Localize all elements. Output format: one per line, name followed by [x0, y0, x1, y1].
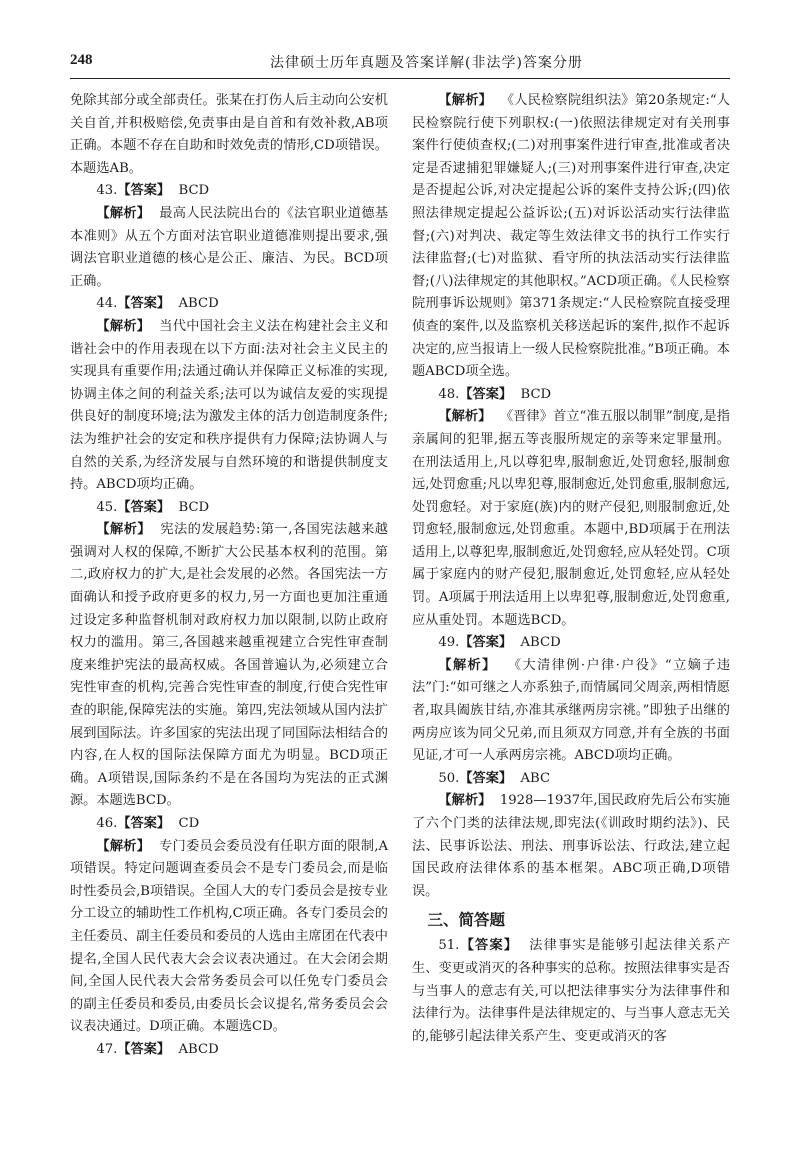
analysis-paragraph	[70, 316, 388, 497]
analysis-text: 法律事实是能够引起法律关系产生、变更或消灭的各种事实的总称。按照法律事实是否与当事人的意志有关,可以把法律事实分为法律事件和法律行为。法律事件是法律规定的、与当事人意志无关的,能够引起法律关系产生、变更或消灭的客	[412, 938, 731, 1044]
analysis-text: 《晋律》首立“准五服以制罪”制度,是指亲属间的犯罪,据五等丧服所规定的亲等来定罪量刑。在刑法适用上,凡以尊犯卑,服制愈近,处罚愈轻,服制愈远,处罚愈重;凡以卑犯尊,服制愈近,处罚愈重,服制愈远,处罚愈轻。对于家庭(族)内的财产侵犯,则服制愈近,处罚愈轻,服制愈远,处罚愈重。本题中,BD项属于在刑法适用上,以尊犯卑,服制愈近,处罚愈轻,应从轻处罚。C项属于家庭内的财产侵犯,服制愈近,处罚愈轻,应从轻处罚。A项属于刑法适用上以卑犯尊,服制愈近,处罚愈重,应从重处罚。本题选BCD。	[412, 409, 730, 628]
question-number: 44.	[96, 296, 118, 312]
running-title: 法律硕士历年真题及答案详解(非法学)答案分册	[270, 55, 583, 71]
answer-line	[70, 293, 388, 316]
analysis-tag: 【解析】	[438, 793, 492, 809]
analysis-tag: 【解析】	[96, 205, 151, 221]
question-number: 49.	[438, 635, 460, 651]
analysis-text: 《大清律例·户律·户役》“立嫡子违法”门:“如可继之人亦系独子,而情属同父周亲,两相情愿者,取具阖族甘结,亦准其承继两房宗祧。”即独子出继的两房应该为同父兄弟,而且须双方同意,并有全族的书面见证,才可一人承两房宗祧。ABCD项均正确。	[412, 657, 731, 764]
answer-value: ABCD	[178, 296, 219, 312]
analysis-tag: 【解析】	[438, 657, 497, 673]
answer-tag: 【答案】	[459, 770, 513, 786]
answer-line	[70, 813, 388, 836]
analysis-paragraph	[412, 790, 730, 903]
analysis-text: 专门委员会委员没有任职方面的限制,A项错误。特定问题调查委员会不是专门委员会,而是临时性委员会,B项错误。全国人大的专门委员会是按专业分工设立的辅助性工作机构,C项正确。各专门委员会的主任委员、副主任委员和委员的人选由主席团在代表中提名,全国人民代表大会会议表决通过。在大会闭会期间,全国人民代表大会常务委员会可以任免专门委员会的副主任委员和委员,由委员长会议提名,常务委员会会议表决通过。D项正确。本题选CD。	[70, 838, 389, 1035]
analysis-paragraph	[70, 836, 388, 1039]
answer-line	[70, 180, 388, 203]
analysis-tag: 【解析】	[96, 318, 151, 334]
answer-tag: 【答案】	[117, 183, 171, 199]
left-column	[70, 90, 388, 1062]
answer-tag: 【答案】	[117, 499, 171, 515]
answer-value: BCD	[178, 183, 210, 199]
question-number: 50.	[438, 770, 460, 786]
question-number: 46.	[96, 816, 118, 831]
answer-line	[70, 497, 388, 520]
question-number: 47.	[96, 1041, 118, 1057]
answer-line	[412, 384, 730, 407]
answer-tag: 【答案】	[459, 386, 513, 402]
analysis-paragraph	[412, 406, 730, 632]
answer-value: ABCD	[520, 635, 561, 651]
analysis-text: 《人民检察院组织法》第20条规定:“人民检察院行使下列职权:(一)依照法律规定对有关刑事案件行使侦查权;(二)对刑事案件进行审查,批准或者决定是否逮捕犯罪嫌疑人;(三)对刑事案件进行审查,决定是否提起公诉,对决定提起公诉的案件支持公诉;(四)依照法律规定提起公益诉讼;(五)对诉讼活动实行法律监督;(六)对判决、裁定等生效法律文书的执行工作实行法律监督;(七)对监狱、看守所的执法活动实行法律监督;(八)法律规定的其他职权。”ACD项正确。《人民检察院刑事诉讼规则》第371条规定:“人民检察院直接受理侦查的案件,以及监察机关移送起诉的案件,拟作不起诉决定的,应当报请上一级人民检察院批准。”B项正确。本题ABCD项全选。	[412, 93, 730, 380]
answer-value: CD	[178, 816, 200, 831]
analysis-tag: 【解析】	[438, 409, 492, 425]
analysis-text: 当代中国社会主义法在构建社会主义和谐社会中的作用表现在以下方面:法对社会主义民主的实现具有重要作用;法通过确认并保障正义标准的实现,协调主体之间的利益关系;法可以为诚信友爱的实现提供良好的制度环境;法为激发主体的活力创造制度条件;法为维护社会的安定和秩序提供有力保障;法协调人与自然的关系,为经济发展与自然环境的和谐提供制度支持。ABCD项均正确。	[70, 318, 389, 493]
analysis-paragraph	[412, 90, 730, 384]
answer-tag: 【答案】	[459, 938, 519, 954]
analysis-paragraph	[412, 935, 730, 1048]
answer-value: ABC	[520, 770, 551, 786]
answer-line	[70, 1039, 388, 1062]
answer-tag: 【答案】	[459, 635, 513, 651]
answer-value: BCD	[178, 499, 210, 515]
question-number: 51.	[438, 938, 460, 954]
page-number: 248	[70, 52, 93, 68]
answer-tag: 【答案】	[117, 1041, 171, 1057]
answer-line	[412, 768, 730, 791]
analysis-paragraph	[70, 203, 388, 293]
analysis-paragraph	[70, 519, 388, 813]
analysis-text: 宪法的发展趋势:第一,各国宪法越来越强调对人权的保障,不断扩大公民基本权利的范围。第二,政府权力的扩大,是社会发展的必然。各国宪法一方面确认和授予政府更多的权力,另一方面也更加注重通过设定多种监督机制对政府权力加以限制,以防止政府权力的滥用。第三,各国越来越重视建立合宪性审查制度来维护宪法的最高权威。各国普遍认为,必须建立合宪性审查的机构,完善合宪性审查的制度,行使合宪性审查的职能,保障宪法的实施。第四,宪法领域从国内法扩展到国际法。许多国家的宪法出现了同国际法相结合的内容,在人权的国际法保障方面尤为明显。BCD项正确。A项错误,国际条约不是在各国均为宪法的正式渊源。本题选BCD。	[70, 522, 388, 809]
answer-line	[412, 632, 730, 655]
analysis-tag: 【解析】	[96, 838, 151, 854]
question-number: 45.	[96, 499, 118, 515]
question-number: 43.	[96, 183, 118, 199]
right-column	[412, 90, 730, 1048]
analysis-tag: 【解析】	[438, 93, 492, 108]
analysis-text: 最高人民法院出台的《法官职业道德基本准则》从五个方面对法官职业道德准则提出要求,强调法官职业道德的核心是公正、廉洁、为民。BCD项正确。	[70, 205, 389, 289]
analysis-paragraph	[412, 655, 730, 768]
paragraph: 免除其部分或全部责任。张某在打伤人后主动向公安机关自首,并积极赔偿,免责事由是自首和有效补救,AB项正确。本题不存在自助和时效免责的情形,CD项错误。本题选AB。	[70, 93, 388, 176]
page-header	[70, 44, 730, 79]
section-heading: 三、简答题	[427, 911, 506, 930]
answer-value: BCD	[520, 386, 552, 402]
answer-value: ABCD	[178, 1041, 219, 1057]
question-number: 48.	[438, 386, 460, 402]
answer-tag: 【答案】	[117, 296, 171, 312]
answer-tag: 【答案】	[117, 816, 171, 831]
analysis-text: 1928—1937年,国民政府先后公布实施了六个门类的法律法规,即宪法(《训政时期约法》)、民法、民事诉讼法、刑法、刑事诉讼法、行政法,建立起国民政府法律体系的基本框架。ABC项正确,D项错误。	[412, 793, 730, 899]
analysis-tag: 【解析】	[96, 522, 152, 538]
